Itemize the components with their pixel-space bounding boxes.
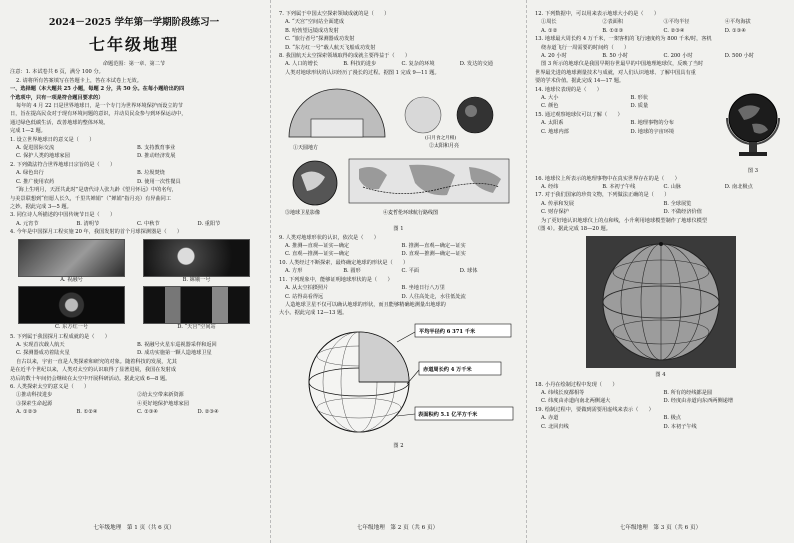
figure-caption: 图 1 bbox=[393, 226, 404, 233]
option: D. 500 小时 bbox=[724, 53, 754, 60]
probe-photo bbox=[143, 239, 250, 277]
answer-options bbox=[279, 242, 518, 250]
answer-options bbox=[535, 128, 720, 136]
option: D. 直观—推测—确定—证实 bbox=[401, 251, 466, 258]
page-footer: 七年级地理 第 2 页（共 6 页） bbox=[356, 525, 439, 531]
question-stem: 13. 地球最大周长约 4 万千米，一架客机的飞行速度约为 800 千米/时，客机 bbox=[535, 36, 712, 43]
answer-options bbox=[535, 18, 786, 26]
answer-options bbox=[279, 293, 518, 301]
panel-label: ④麦哲伦环球航行路线图 bbox=[383, 210, 439, 217]
answer-options bbox=[535, 423, 786, 431]
passage-line: 图 3 所示的地球仪是我国早期存世最早的中国地理地球仪，反映了当时 bbox=[541, 61, 704, 68]
option: D. 经度由赤道向东西两侧递增 bbox=[663, 398, 734, 405]
question-stem: 11. 下列现象中，能够证明地球形状的是（ ） bbox=[279, 276, 393, 283]
option: B. 科技的进步 bbox=[343, 61, 377, 68]
page-footer: 七年级地理 第 1 页（共 6 页） bbox=[93, 525, 175, 531]
figure-4-globe-model bbox=[535, 236, 786, 379]
option: B. ①②③ bbox=[602, 27, 624, 34]
option: C. 北回归线 bbox=[541, 423, 569, 430]
figure-1-svg bbox=[279, 79, 515, 221]
page-3-column bbox=[526, 0, 794, 543]
option: A. “天宫”空间站全面建成 bbox=[285, 19, 345, 26]
intro-paragraph: 完成 1—2 题。 bbox=[10, 128, 46, 135]
option: D. 质量 bbox=[630, 103, 649, 110]
option: ④平均海拔 bbox=[724, 19, 751, 26]
option: A. 赤道 bbox=[541, 415, 559, 422]
option: ②给太空带来新资源 bbox=[137, 392, 184, 399]
question-stem: 8. 我国航天太空探索领域取得的成就主要得益于（ ） bbox=[279, 53, 411, 60]
passage-line: 为了更好地认识地球仪上的点和线，小升利用地球模型制作了地球仪模型 bbox=[541, 217, 708, 224]
question-stem: 9. 人类对地球形状的认识，依次是（ ） bbox=[279, 234, 379, 241]
option: D. 推动经济发展 bbox=[137, 153, 176, 160]
option: B. 清明节 bbox=[76, 220, 100, 227]
question-stem: 18. 小丹在绘制过程中发现（ ） bbox=[535, 381, 618, 388]
globe-stand bbox=[749, 142, 757, 152]
passage-line: 自古以来，宇宙一直是人类探索和研究的对象。随着科技的发展，尤其 bbox=[16, 358, 177, 365]
option: A. 太阳系 bbox=[541, 120, 564, 127]
question-stem: 12. 下列数据中，可以用来表示地球大小的是（ ） bbox=[535, 11, 660, 17]
option: A. 大小 bbox=[541, 95, 559, 102]
option: C. 直观—推测—证实—确定 bbox=[285, 251, 350, 258]
answer-options bbox=[10, 178, 258, 186]
subject-title: 七年级地理 bbox=[88, 35, 179, 54]
answer-options bbox=[10, 349, 258, 357]
question-stem: 5. 下列属于我国探月工程成就的是（ ） bbox=[10, 333, 110, 340]
option: B. 全球展览 bbox=[663, 200, 692, 207]
option: C. 财存保护 bbox=[541, 209, 569, 216]
option: A. 推测—直观—证实—确定 bbox=[285, 243, 350, 250]
option: B. 支持教育事业 bbox=[137, 145, 176, 152]
answer-options bbox=[10, 400, 258, 408]
option: A. 经纬 bbox=[541, 184, 559, 191]
option: C. 中秋节 bbox=[137, 220, 160, 227]
answer-options bbox=[279, 60, 518, 68]
figure-2-earth-size bbox=[279, 320, 518, 450]
option: D. 南北极点 bbox=[724, 184, 753, 191]
radius-callout: 平均半径约 6 371 千米 bbox=[419, 328, 476, 335]
question-stem: 2. 下列做法符合世界地球日宗旨的是（ ） bbox=[10, 161, 116, 168]
option: B. 垃圾焚烧 bbox=[137, 170, 165, 177]
option: ③探索生命起源 bbox=[16, 400, 53, 407]
leader-line bbox=[397, 332, 415, 342]
moon-crater bbox=[465, 105, 477, 117]
option: B. 圆形 bbox=[343, 268, 361, 275]
option: C. 地球内部 bbox=[541, 128, 569, 135]
passage-line: 与美景联想到“但愿人长久，千里共婵娟”（“婵娟”指月亮）有异曲同工 bbox=[10, 195, 172, 202]
option: C. “旅行者号”探测器成功发射 bbox=[285, 36, 355, 43]
answer-options bbox=[535, 208, 786, 216]
passage-line: 人类对地球形状的认识经历了漫长的过程。据图 1 完成 9—11 题。 bbox=[285, 69, 440, 76]
answer-options bbox=[10, 391, 258, 399]
answer-options bbox=[535, 119, 720, 127]
option: D. 重阳节 bbox=[197, 220, 221, 227]
answer-options bbox=[10, 169, 258, 177]
option: A. 绿色出行 bbox=[16, 170, 44, 177]
q14-q16-block bbox=[535, 86, 786, 175]
option: C. 保护人类的地球家园 bbox=[16, 153, 70, 160]
figure-caption: 图 2 bbox=[393, 442, 404, 449]
answer-options bbox=[10, 341, 258, 349]
rover-photo bbox=[18, 239, 125, 277]
option: C. 平面 bbox=[401, 268, 419, 275]
option: A. 实现首次载人航天 bbox=[16, 341, 65, 348]
question-stem: 17. 对于我们国家的珍贵文物，下列做法正确的是（ ） bbox=[535, 192, 670, 199]
passage-line: 世界最先进的地球测量技术与成就，对人们认识地球、了解中国具有重 bbox=[535, 69, 696, 76]
option: C. 探测器成功着陆火星 bbox=[16, 350, 70, 357]
option: A. 促进国际交流 bbox=[16, 145, 55, 152]
antique-globe bbox=[729, 94, 777, 142]
option: ①推动科技进步 bbox=[16, 392, 53, 399]
photo-caption: B. 嫦娥一号 bbox=[182, 276, 211, 283]
option: B. 本初子午线 bbox=[602, 184, 636, 191]
sun-image bbox=[405, 97, 441, 133]
option: C. 颜色 bbox=[541, 103, 559, 110]
question-stem: 10. 人类经过不断探索，最终确定地球的形状是（ ） bbox=[279, 259, 409, 266]
option: A. ①② bbox=[541, 27, 558, 34]
photo-caption: A. 祝融号 bbox=[60, 276, 83, 283]
photo-option-a bbox=[18, 239, 125, 284]
option: D. 人往高处走，水往低处流 bbox=[401, 293, 466, 300]
option: A. 元宵节 bbox=[16, 220, 39, 227]
figure-4-svg bbox=[586, 236, 736, 368]
option: B. 50 小时 bbox=[602, 53, 628, 60]
option: A. 传承和发展 bbox=[541, 200, 574, 207]
option: C. 推广使用农药 bbox=[16, 178, 55, 185]
option: A. 从太空拍摄照片 bbox=[285, 285, 329, 292]
answer-options bbox=[10, 220, 258, 228]
page-2-column bbox=[270, 0, 524, 543]
option: B. 所有的经线都是圆 bbox=[663, 389, 713, 396]
option: C. ②③④ bbox=[663, 27, 685, 34]
option: B. ①②④ bbox=[76, 409, 98, 416]
passage-line: 人造地球卫星不仅可以确认地球的形状，而且能够精确地测量出地球的 bbox=[285, 301, 446, 308]
option: C. 200 小时 bbox=[663, 53, 693, 60]
option: D. ①③④ bbox=[724, 27, 746, 34]
answer-options bbox=[279, 284, 518, 292]
option: D. 使用一次性餐具 bbox=[137, 178, 181, 185]
option: D. 成功实施第一颗人造地球卫星 bbox=[137, 350, 212, 357]
intro-paragraph: 日，旨在提高民众对于现有环境问题的意识，并动员民众参与到环保运动中， bbox=[10, 111, 187, 118]
option: B. 推测—直观—确定—证实 bbox=[401, 243, 466, 250]
satellite-photo bbox=[18, 286, 125, 324]
option: ③平均半径 bbox=[663, 19, 690, 26]
answer-options bbox=[10, 144, 258, 152]
option: C. 纬度由赤道向南北两侧递大 bbox=[541, 398, 611, 405]
option: B. 极点 bbox=[663, 415, 681, 422]
figure-2-svg bbox=[279, 320, 517, 438]
page-1-column bbox=[0, 0, 268, 543]
answer-options bbox=[279, 250, 518, 258]
option: D. 本初子午线 bbox=[663, 423, 697, 430]
answer-options bbox=[535, 94, 720, 102]
option: B. 坐地日行八万里 bbox=[401, 285, 445, 292]
option: A. 方形 bbox=[285, 268, 303, 275]
answer-options bbox=[535, 397, 786, 405]
north-pole-marker bbox=[659, 242, 663, 246]
option: B. 哈勃望远镜成功发射 bbox=[285, 27, 339, 34]
answer-options bbox=[535, 389, 786, 397]
question-stem: 15. 通过观察地球仪可以了解（ ） bbox=[535, 111, 623, 118]
option: C. 站得高看得远 bbox=[285, 293, 324, 300]
answer-options bbox=[279, 267, 518, 275]
exam-scope: 命题范围：第一章、第二节 bbox=[102, 61, 166, 67]
passage-line: 是在近半个世纪以来，人类对太空的认识取得了显著进展，我国在发射成 bbox=[10, 367, 177, 374]
exam-title: 2024－2025 学年第一学期阶段练习一 bbox=[48, 17, 220, 28]
question-stem: 1. 设立世界地球日的意义是（ ） bbox=[10, 136, 95, 143]
figure-caption: 图 4 bbox=[655, 371, 666, 378]
option: B. 形状 bbox=[630, 95, 648, 102]
option: B. 祝融号火星车巡视器采样和返回 bbox=[137, 341, 217, 348]
option: D. ②③④ bbox=[197, 409, 219, 416]
question-stem: 14. 地球仪表现的是（ ） bbox=[535, 86, 602, 93]
option: D. “东方红一号”载人航天飞船成功发射 bbox=[285, 44, 376, 51]
passage-line: （图 4）。据此完成 18—20 题。 bbox=[535, 226, 611, 233]
circumference-callout: 赤道周长约 4 万千米 bbox=[423, 366, 472, 373]
answer-options bbox=[10, 152, 258, 160]
photo-option-b bbox=[143, 239, 250, 284]
question-stem: 绕赤道飞行一周需要的时间约（ ） bbox=[541, 44, 630, 51]
note-line: 注意：1. 本试卷共 6 页，满分 100 分。 bbox=[10, 69, 104, 76]
option: D. 地球的宇宙环境 bbox=[630, 128, 675, 135]
photo-caption: C. 东方红一号 bbox=[54, 323, 89, 330]
answer-options bbox=[10, 408, 258, 416]
photo-option-d bbox=[143, 286, 250, 331]
panel-label: ②太阳和月亮 bbox=[429, 143, 460, 150]
note-line: 2. 请将所有答案填写在答题卡上，答在本试卷上无效。 bbox=[16, 77, 142, 84]
figure-caption: 图 3 bbox=[747, 167, 759, 174]
question-stem: 16. 地球仪上所表示的地理事物中在真实世界存在的是（ ） bbox=[535, 175, 680, 182]
option: A. ①②③ bbox=[16, 409, 37, 416]
answer-options bbox=[535, 200, 786, 208]
option: D. 球体 bbox=[459, 268, 478, 275]
section-heading: 个选项中，只有一项是符合题目要求的） bbox=[10, 94, 104, 101]
option: C. 复杂的环境 bbox=[401, 61, 435, 68]
page-footer: 七年级地理 第 3 页（共 6 页） bbox=[619, 525, 702, 531]
figure-3-svg bbox=[722, 86, 784, 164]
answer-options bbox=[535, 183, 786, 191]
panel-label: ③地球卫星影像 bbox=[285, 210, 321, 217]
passage-line: 之妙。据此完成 3—5 题。 bbox=[10, 203, 72, 210]
option: A. 20 小时 bbox=[541, 53, 567, 60]
globe-base bbox=[739, 152, 767, 156]
question-stem: 7. 下列属于中国太空探索领域成就的是（ ） bbox=[279, 11, 390, 17]
leader-line bbox=[397, 414, 415, 416]
photo-option-c bbox=[18, 286, 125, 331]
figure-3-globe bbox=[720, 86, 786, 175]
option: C. 山脉 bbox=[663, 184, 681, 191]
space-station-photo bbox=[143, 286, 250, 324]
option: ①周长 bbox=[541, 19, 557, 26]
flat-earth-shape bbox=[311, 119, 363, 137]
passage-line: 大小。据此完成 12—13 题。 bbox=[279, 310, 348, 317]
panel-label: ①天圆地方 bbox=[293, 145, 319, 152]
answer-options bbox=[535, 52, 786, 60]
option: A. 纬线长度都相等 bbox=[541, 389, 585, 396]
answer-options bbox=[535, 27, 786, 35]
option: A. 人口的增长 bbox=[285, 61, 318, 68]
passage-line: “海上生明月，天涯共此时”是唐代诗人张九龄《望月怀远》中的名句， bbox=[16, 187, 177, 194]
option: D. 发达的交通 bbox=[459, 61, 493, 68]
answer-options bbox=[535, 102, 720, 110]
figure-1-earth-shape bbox=[279, 79, 518, 233]
question-stem: 6. 人类探索太空的意义是（ ） bbox=[10, 383, 90, 390]
intro-paragraph: 通过绿色低碳生活，改善地球的整体环境。 bbox=[10, 119, 109, 126]
option: B. 地理事物的分布 bbox=[630, 120, 674, 127]
answer-options bbox=[535, 414, 786, 422]
passage-line: 要的学术价值。据此完成 14—17 题。 bbox=[535, 78, 625, 85]
question-stem: 19. 绘制过程中，要做到需要用虚线来表示（ ） bbox=[535, 406, 654, 413]
passage-line: 功后的数十年间仍会继续在太空中开展科研活动。据此完成 6—8 题。 bbox=[10, 375, 171, 382]
option: ②表面积 bbox=[602, 19, 624, 26]
option: ④更好地保护地球家园 bbox=[137, 400, 189, 407]
section-heading: 一、选择题（本大题共 25 小题，每题 2 分，共 50 分。在每小题给出的四 bbox=[10, 86, 185, 93]
option: D. 不做经济价值 bbox=[663, 209, 702, 216]
question-stem: 3. 同位诗人所描述的中国传统节日是（ ） bbox=[10, 212, 116, 219]
panel-label: (日月食之月相) bbox=[425, 136, 457, 142]
question-stem: 4. 今年是中国探月工程实施 20 年，我国发射的首个月球探测器是（ ） bbox=[10, 229, 183, 236]
intro-paragraph: 每年的 4 月 22 日是世界地球日，是一个专门为世界环境保护而设立的节 bbox=[16, 103, 183, 110]
option: C. ①③④ bbox=[137, 409, 159, 416]
q14-q16-text bbox=[535, 86, 720, 175]
surface-area-callout: 表面积约 5.1 亿平方千米 bbox=[418, 411, 478, 418]
spacecraft-photo-grid bbox=[18, 239, 250, 331]
photo-caption: D. “天宫”空间站 bbox=[177, 323, 216, 330]
